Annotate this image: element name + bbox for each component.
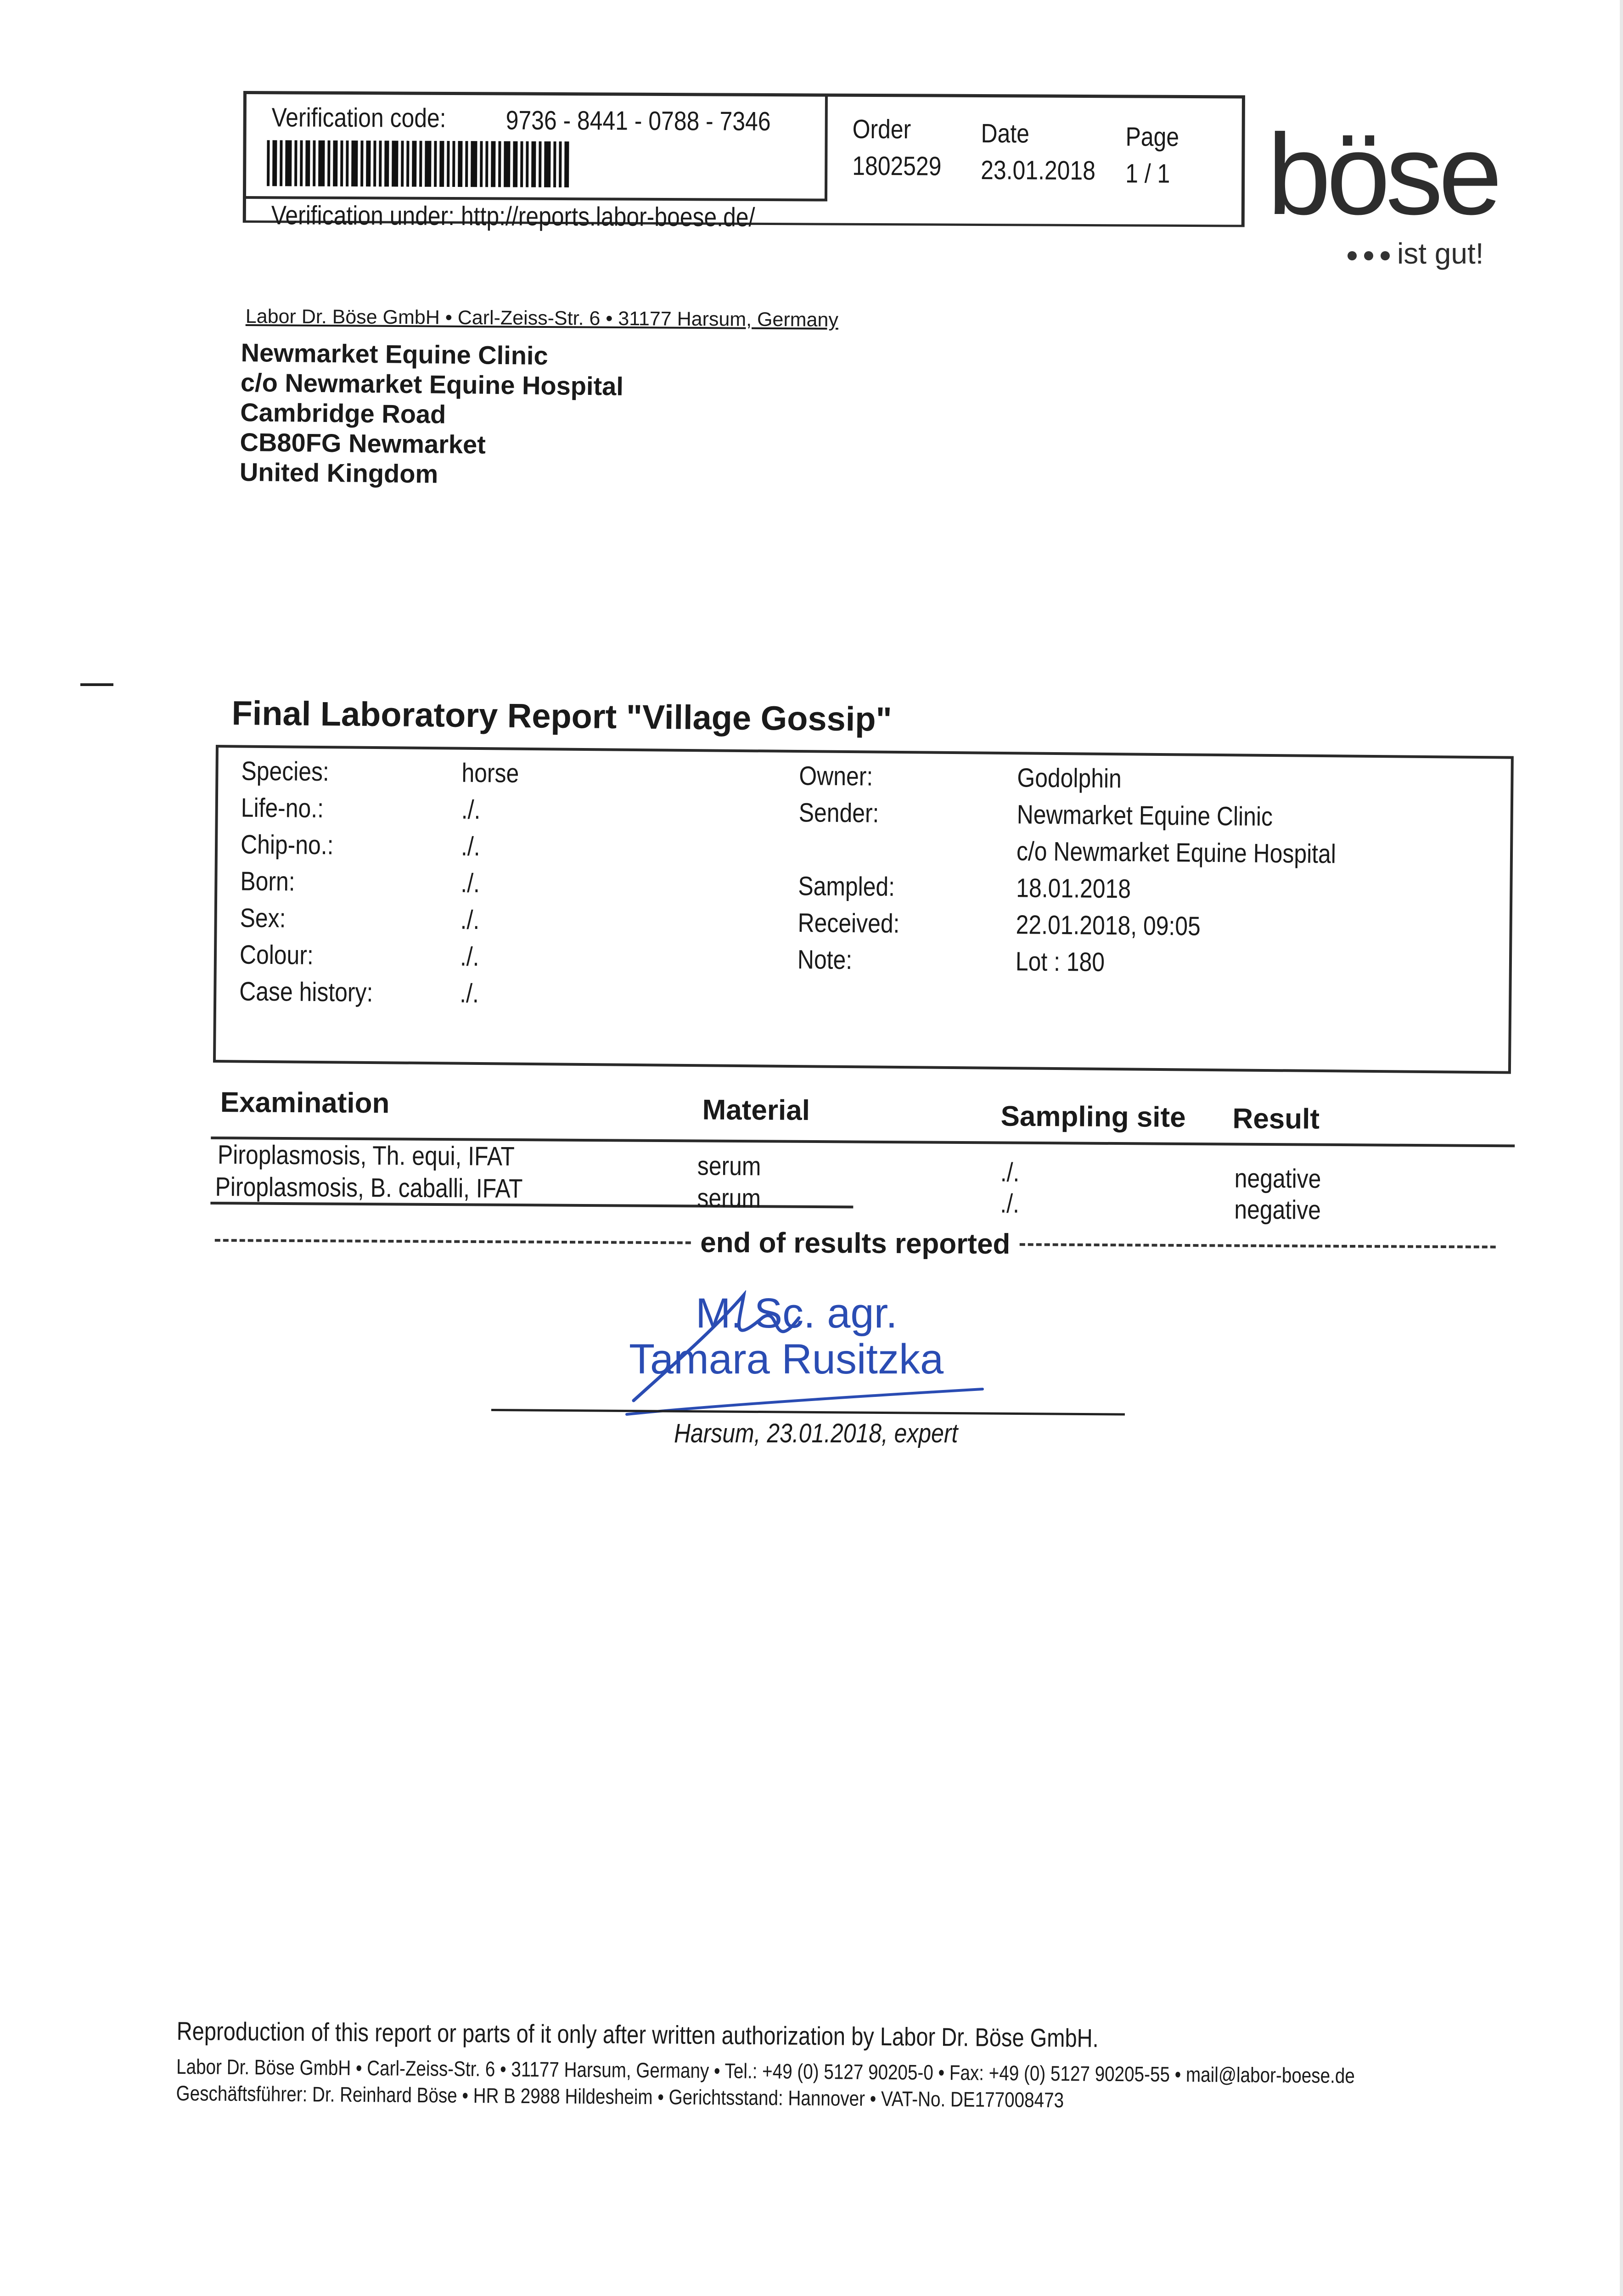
results-header-row bbox=[211, 1081, 1515, 1135]
results-table bbox=[210, 1081, 1515, 1225]
chip-no-value: ./. bbox=[461, 831, 480, 862]
received-value: 22.01.2018, 09:05 bbox=[1016, 910, 1201, 941]
colour-label: Colour: bbox=[239, 940, 314, 970]
barcode bbox=[267, 140, 584, 187]
born-label: Born: bbox=[240, 866, 295, 897]
examination-cell: Piroplasmosis, B. caballi, IFAT bbox=[215, 1172, 523, 1204]
verification-box bbox=[243, 91, 1245, 232]
chip-no-label: Chip-no.: bbox=[240, 829, 334, 861]
result-cell: negative bbox=[1234, 1163, 1321, 1194]
sex-value: ./. bbox=[460, 905, 480, 935]
verification-label: Verification code: bbox=[271, 102, 446, 133]
verification-url: Verification under: http://reports.labor-boese.de/ bbox=[271, 200, 755, 232]
species-label: Species: bbox=[241, 756, 330, 787]
sampling-site-cell: ./. bbox=[1000, 1157, 1020, 1187]
verification-code: 9736 - 8441 - 0788 - 7346 bbox=[505, 105, 771, 137]
date-label: Date bbox=[981, 118, 1030, 149]
page-number: 1 / 1 bbox=[1125, 158, 1170, 189]
recipient-address bbox=[240, 338, 624, 491]
signature-name: Tamara Rusitzka bbox=[629, 1336, 944, 1383]
recipient-line: United Kingdom bbox=[239, 457, 438, 489]
column-header-result: Result bbox=[1232, 1103, 1320, 1135]
received-label: Received: bbox=[797, 908, 900, 939]
signature-stamp-text bbox=[624, 1290, 943, 1382]
page-footer bbox=[176, 2016, 1579, 2116]
signature-caption: Harsum, 23.01.2018, expert bbox=[674, 1418, 958, 1448]
material-cell: serum bbox=[697, 1183, 761, 1214]
species-value: horse bbox=[461, 758, 519, 788]
sender-return-address: Labor Dr. Böse GmbH • Carl-Zeiss-Str. 6 • 31177 Harsum, Germany bbox=[245, 305, 839, 331]
note-value: Lot : 180 bbox=[1015, 946, 1105, 977]
footer-legal: Geschäftsführer: Dr. Reinhard Böse • HR B 2988 Hildesheim • Gerichtsstand: Hannover • VAT-No. DE177008473 bbox=[176, 2081, 1064, 2112]
sender-value-line2: c/o Newmarket Equine Hospital bbox=[1016, 836, 1337, 869]
sampling-site-cell: ./. bbox=[1000, 1188, 1020, 1219]
end-of-results-text: end of results reported bbox=[700, 1227, 1011, 1261]
column-header-examination: Examination bbox=[220, 1086, 390, 1120]
examination-cell: Piroplasmosis, Th. equi, IFAT bbox=[217, 1140, 515, 1172]
recipient-line: Cambridge Road bbox=[240, 397, 446, 429]
column-header-material: Material bbox=[702, 1094, 810, 1126]
footer-contact: Labor Dr. Böse GmbH • Carl-Zeiss-Str. 6 • 31177 Harsum, Germany • Tel.: +49 (0) 5127 90205-0 • Fax: +49 (0) 5127 90205-55 • mail@labor-boese.de bbox=[176, 2054, 1355, 2088]
signature-title: M. Sc. agr. bbox=[696, 1290, 898, 1337]
sex-label: Sex: bbox=[240, 903, 286, 934]
report-title: Final Laboratory Report "Village Gossip" bbox=[231, 694, 893, 738]
recipient-line: Newmarket Equine Clinic bbox=[241, 338, 549, 371]
sampled-label: Sampled: bbox=[798, 871, 895, 902]
logo-wordmark: böse bbox=[1267, 110, 1498, 238]
born-value: ./. bbox=[461, 868, 480, 899]
life-no-value: ./. bbox=[461, 794, 481, 825]
result-cell: negative bbox=[1234, 1194, 1321, 1225]
material-cell: serum bbox=[697, 1151, 761, 1182]
owner-value: Godolphin bbox=[1017, 763, 1122, 794]
owner-label: Owner: bbox=[799, 761, 873, 792]
dashed-rule-right bbox=[1019, 1243, 1495, 1248]
report-date: 23.01.2018 bbox=[981, 155, 1096, 186]
end-of-results-line bbox=[215, 1224, 1496, 1263]
order-number: 1802529 bbox=[852, 151, 942, 181]
note-label: Note: bbox=[797, 945, 853, 975]
fold-mark bbox=[80, 683, 113, 686]
case-history-label: Case history: bbox=[239, 976, 373, 1008]
case-history-value: ./. bbox=[460, 978, 479, 1009]
column-header-sampling-site: Sampling site bbox=[1000, 1100, 1186, 1133]
life-no-label: Life-no.: bbox=[241, 793, 324, 824]
signature-stamp bbox=[624, 1290, 1001, 1428]
company-logo bbox=[1267, 103, 1524, 278]
order-label: Order bbox=[852, 114, 911, 145]
dashed-rule-left bbox=[215, 1238, 691, 1244]
logo-slogan-text: ist gut! bbox=[1397, 237, 1484, 270]
sampled-value: 18.01.2018 bbox=[1016, 873, 1131, 904]
scan-edge bbox=[1620, 0, 1623, 2296]
page-label: Page bbox=[1125, 122, 1179, 152]
recipient-line: c/o Newmarket Equine Hospital bbox=[240, 367, 624, 401]
colour-value: ./. bbox=[460, 941, 479, 972]
logo-slogan bbox=[1348, 236, 1484, 270]
sender-value-line1: Newmarket Equine Clinic bbox=[1016, 799, 1273, 832]
sender-label: Sender: bbox=[798, 798, 879, 828]
sample-info-box bbox=[213, 745, 1514, 1074]
recipient-line: CB80FG Newmarket bbox=[240, 427, 486, 459]
footer-disclaimer: Reproduction of this report or parts of it only after written authorization by Labor Dr. Böse GmbH. bbox=[176, 2016, 1099, 2053]
